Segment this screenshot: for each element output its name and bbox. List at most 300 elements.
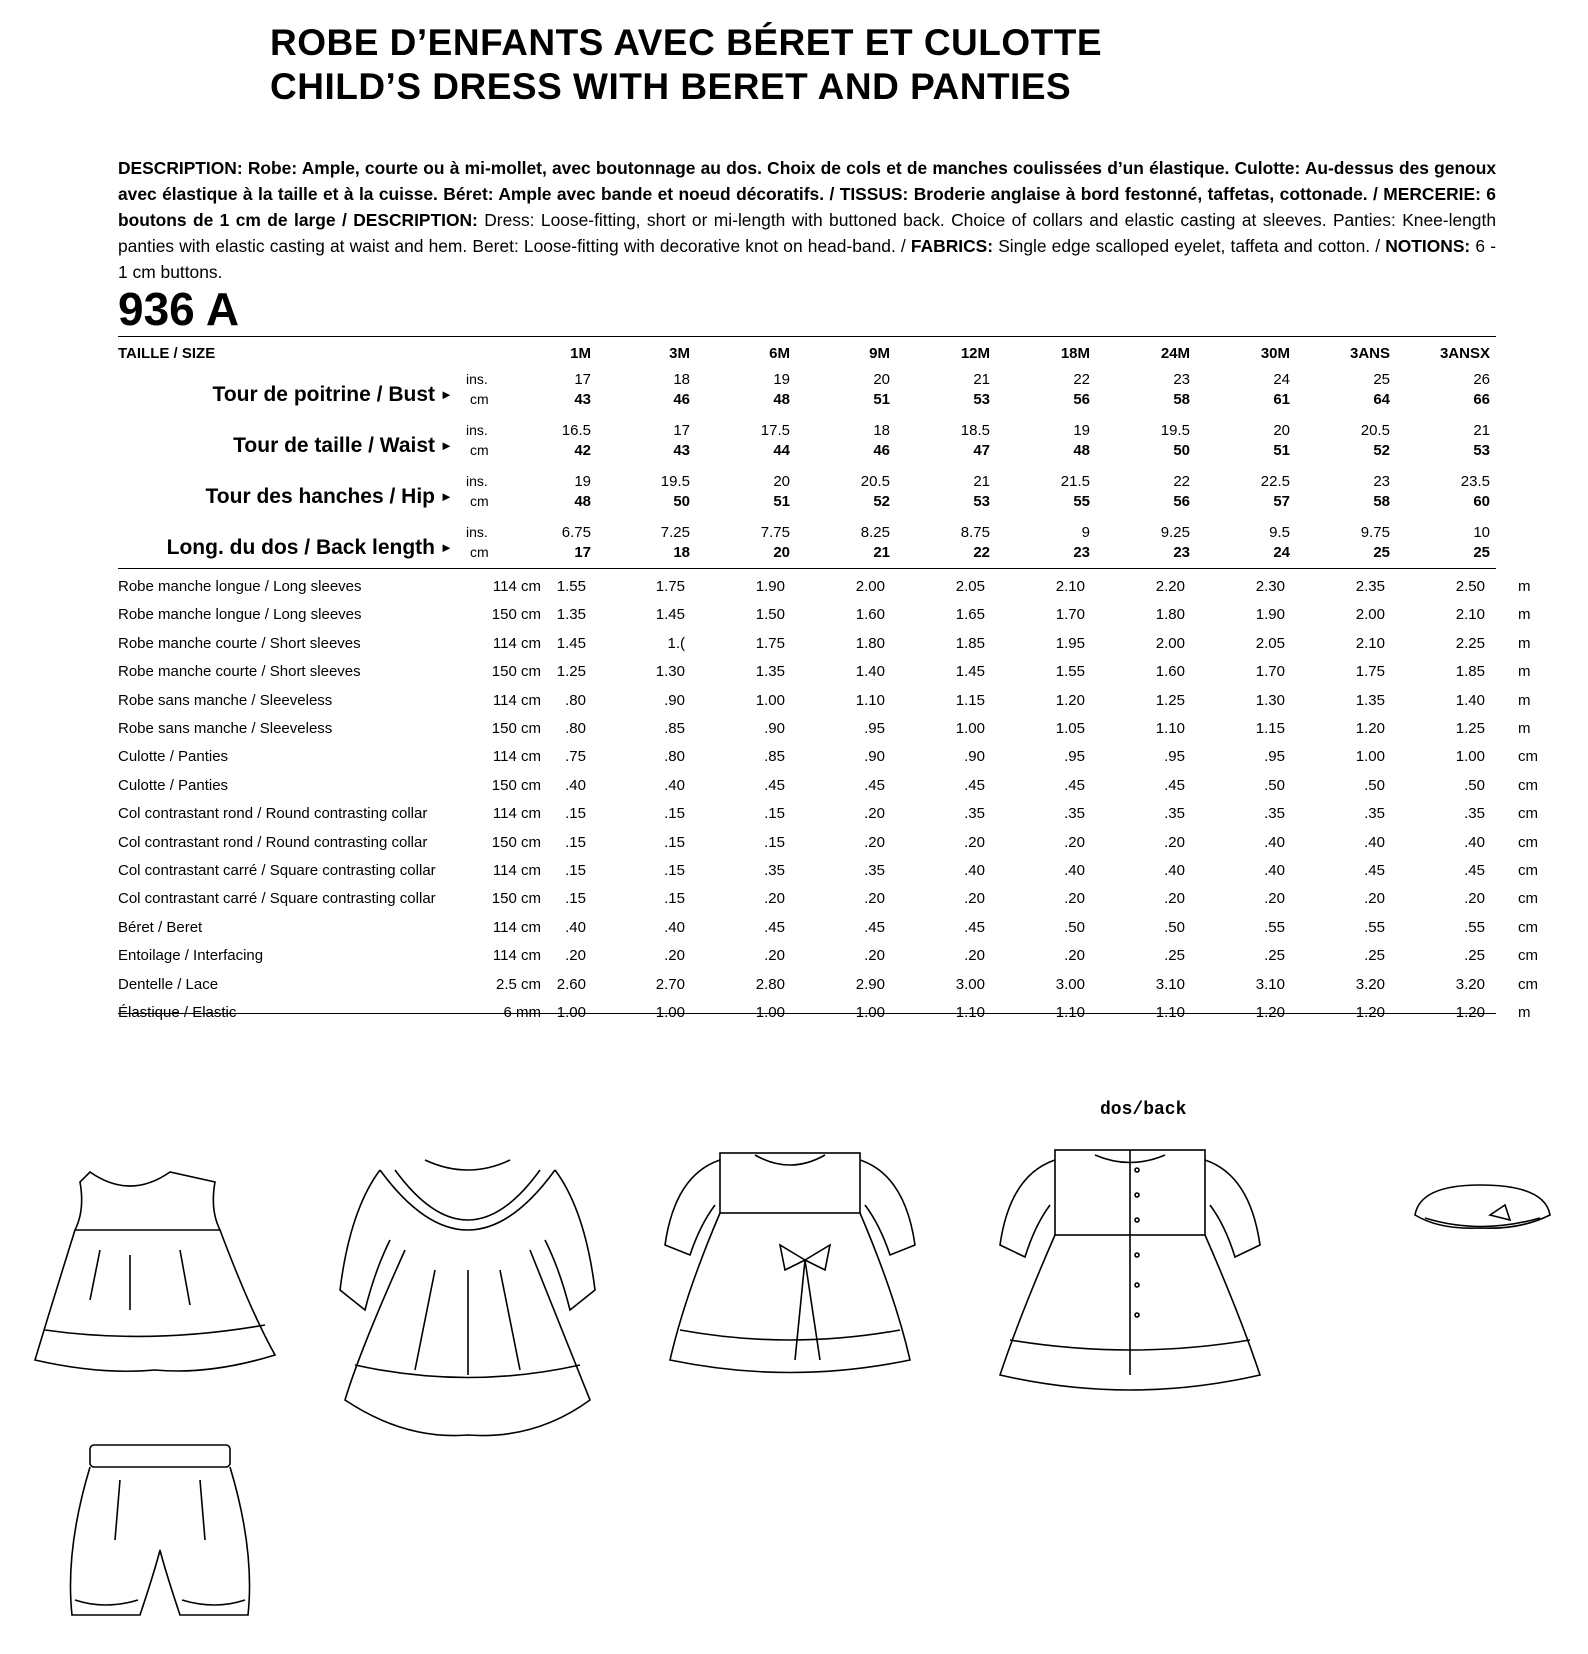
yardage-unit: cm (1518, 833, 1538, 851)
yardage-label: Béret / Beret (118, 918, 203, 936)
unit-label: cm (470, 442, 489, 458)
yardage-value: .20 (1364, 890, 1385, 908)
yardage-value: .15 (764, 805, 785, 823)
measurement-value: 66 (1473, 391, 1490, 408)
yardage-value: .15 (764, 833, 785, 851)
measurement-value: 19.5 (1160, 422, 1190, 439)
measurement-value: 48 (574, 493, 591, 510)
measurement-value: 22 (1073, 371, 1090, 388)
yardage-value: 3.10 (1255, 975, 1285, 993)
size-column-header: 30M (1260, 345, 1290, 362)
measurement-value: 64 (1373, 391, 1390, 408)
square-collar-dress-illustration (655, 1145, 925, 1385)
yardage-value: 1.45 (955, 663, 985, 681)
yardage-value: .20 (1264, 890, 1285, 908)
yardage-value: .90 (664, 691, 685, 709)
yardage-value: .35 (1064, 805, 1085, 823)
measurement-value: 17.5 (760, 422, 790, 439)
size-column-header: 3ANS (1349, 345, 1390, 362)
measurement-value: 18 (673, 371, 690, 388)
yardage-unit: m (1518, 720, 1531, 737)
measurement-value: 20 (873, 371, 890, 388)
unit-label: cm (470, 544, 489, 560)
measurement-value: 18 (673, 544, 690, 561)
yardage-value: 2.60 (556, 975, 586, 993)
measurement-value: 26 (1473, 371, 1490, 388)
measurement-value: 16.5 (561, 422, 591, 439)
size-column-header: 1M (570, 345, 591, 362)
description (118, 155, 1496, 285)
round-collar-dress-illustration (335, 1150, 600, 1440)
yardage-value: .20 (1064, 947, 1085, 965)
yardage-value: .95 (864, 720, 885, 737)
measurement-value: 23 (1073, 544, 1090, 561)
desc-key: NOTIONS: (1385, 236, 1471, 256)
yardage-value: .20 (864, 890, 885, 908)
measurement-value: 25 (1373, 371, 1390, 388)
yardage-value: 1.05 (1055, 720, 1085, 737)
fabric-width: 150 cm (491, 606, 541, 624)
title-english: CHILD’S DRESS WITH BERET AND PANTIES (270, 66, 1072, 107)
yardage-value: 1.20 (1055, 691, 1085, 709)
unit-label: cm (470, 391, 489, 407)
yardage-unit: cm (1518, 890, 1538, 908)
measurement-value: 21 (973, 473, 990, 490)
measurement-value: 58 (1173, 391, 1190, 408)
yardage-value: .25 (1464, 947, 1485, 965)
yardage-unit: m (1518, 634, 1531, 652)
size-column-header: 6M (769, 345, 790, 362)
measurement-value: 19 (574, 473, 591, 490)
measurement-value: 55 (1073, 493, 1090, 510)
measurement-value: 9.75 (1360, 524, 1390, 541)
yardage-value: 1.70 (1255, 663, 1285, 681)
yardage-value: 1.00 (755, 1004, 785, 1021)
fabric-width: 114 cm (492, 578, 541, 595)
measurement-value: 20.5 (1360, 422, 1390, 439)
measurement-label: Long. du dos / Back length (166, 536, 435, 559)
measurement-value: 17 (673, 422, 690, 439)
yardage-value: 1.( (667, 634, 685, 652)
yardage-label: Robe manche courte / Short sleeves (118, 663, 361, 681)
fabric-width: 150 cm (491, 833, 541, 851)
measurement-value: 21.5 (1060, 473, 1090, 490)
yardage-value: 2.05 (1255, 634, 1285, 652)
yardage-value: .35 (864, 862, 885, 879)
yardage-value: .50 (1164, 918, 1185, 936)
measurement-value: 44 (773, 442, 790, 459)
desc-text: Broderie anglaise à bord festonné, taffetas, cottonade. / (908, 184, 1384, 204)
yardage-value: .45 (1464, 862, 1485, 879)
measurement-value: 20.5 (860, 473, 890, 490)
yardage-value: 1.65 (955, 606, 985, 624)
yardage-value: 1.30 (1255, 691, 1285, 709)
yardage-value: .40 (1064, 862, 1085, 879)
measurement-value: 19 (1073, 422, 1090, 439)
measurement-value: 48 (773, 391, 790, 408)
yardage-value: .85 (664, 720, 685, 737)
yardage-unit: cm (1518, 748, 1538, 766)
pattern-number: 936 A (118, 283, 240, 335)
fabric-width: 150 cm (491, 720, 541, 737)
yardage-value: .45 (1164, 776, 1185, 794)
yardage-value: 1.40 (855, 663, 885, 681)
measurement-value: 51 (1273, 442, 1290, 459)
yardage-value: 2.10 (1355, 634, 1385, 652)
yardage-value: .50 (1264, 776, 1285, 794)
yardage-value: 3.20 (1455, 975, 1485, 993)
yardage-value: 1.60 (1155, 663, 1185, 681)
yardage-value: 2.80 (755, 975, 785, 993)
table-bottom-rule (118, 1013, 1496, 1014)
yardage-label: Robe manche longue / Long sleeves (118, 606, 362, 624)
unit-label: ins. (466, 473, 488, 489)
size-header: TAILLE / SIZE (118, 345, 216, 362)
yardage-value: 2.70 (655, 975, 685, 993)
measurement-value: 22.5 (1260, 473, 1290, 490)
yardage-value: .80 (565, 691, 586, 709)
measurement-value: 20 (1273, 422, 1290, 439)
measurement-value: 21 (973, 371, 990, 388)
yardage-unit: cm (1518, 776, 1538, 794)
yardage-value: .55 (1464, 918, 1485, 936)
yardage-value: .50 (1464, 776, 1485, 794)
measurement-value: 56 (1073, 391, 1090, 408)
yardage-value: 2.10 (1055, 578, 1085, 595)
yardage-value: 1.35 (755, 663, 785, 681)
measurement-value: 23 (1373, 473, 1390, 490)
yardage-value: .20 (664, 947, 685, 965)
measurement-value: 46 (873, 442, 890, 459)
measurement-label: Tour de poitrine / Bust (212, 383, 435, 406)
desc-text: 6 - 1 cm buttons. (118, 236, 1496, 282)
yardage-value: 3.00 (1055, 975, 1085, 993)
yardage-value: .20 (1464, 890, 1485, 908)
yardage-value: .15 (664, 833, 685, 851)
measurement-value: 23 (1173, 544, 1190, 561)
yardage-label: Col contrastant rond / Round contrasting collar (118, 833, 428, 851)
yardage-value: 1.00 (755, 691, 785, 709)
yardage-unit: m (1518, 606, 1531, 624)
measurement-value: 56 (1173, 493, 1190, 510)
yardage-value: 1.10 (855, 691, 885, 709)
measurement-value: 53 (973, 493, 990, 510)
yardage-value: .45 (764, 918, 785, 936)
yardage-label: Dentelle / Lace (118, 975, 219, 993)
measurement-value: 52 (873, 493, 890, 510)
yardage-value: 2.25 (1455, 634, 1485, 652)
fabric-width: 114 cm (492, 862, 541, 879)
yardage-value: 1.00 (655, 1004, 685, 1021)
measurement-value: 8.25 (860, 524, 890, 541)
size-column-header: 18M (1060, 345, 1090, 362)
yardage-value: 1.90 (755, 578, 785, 595)
measurement-value: 20 (773, 544, 790, 561)
yardage-value: .20 (964, 890, 985, 908)
yardage-label: Col contrastant carré / Square contrasting collar (118, 890, 436, 908)
yardage-value: .25 (1264, 947, 1285, 965)
size-column-header: 24M (1160, 345, 1190, 362)
fabric-width: 6 mm (503, 1004, 541, 1021)
yardage-value: .15 (565, 890, 586, 908)
yardage-value: .90 (964, 748, 985, 766)
yardage-value: 1.15 (955, 691, 985, 709)
yardage-label: Culotte / Panties (118, 776, 229, 794)
yardage-label: Col contrastant carré / Square contrasting collar (118, 862, 436, 879)
yardage-value: .20 (764, 947, 785, 965)
measurement-value: 17 (574, 544, 591, 561)
yardage-value: .45 (864, 918, 885, 936)
measurement-value: 58 (1373, 493, 1390, 510)
yardage-value: .40 (1264, 833, 1285, 851)
yardage-value: .85 (764, 748, 785, 766)
yardage-unit: m (1518, 663, 1531, 681)
yardage-value: .35 (764, 862, 785, 879)
unit-label: ins. (466, 371, 488, 387)
yardage-value: .45 (764, 776, 785, 794)
measurement-value: 60 (1473, 493, 1490, 510)
unit-label: ins. (466, 524, 488, 540)
yardage-value: .15 (565, 862, 586, 879)
measurement-value: 10 (1473, 524, 1490, 541)
yardage-value: 1.45 (655, 606, 685, 624)
yardage-value: .55 (1364, 918, 1385, 936)
yardage-value: 1.20 (1355, 1004, 1385, 1021)
yardage-value: 3.00 (955, 975, 985, 993)
yardage-value: .35 (1364, 805, 1385, 823)
yardage-value: .45 (964, 918, 985, 936)
unit-label: cm (470, 493, 489, 509)
fabric-width: 2.5 cm (495, 975, 541, 993)
measurement-label: Tour des hanches / Hip (205, 485, 435, 508)
yardage-unit: cm (1518, 918, 1538, 936)
fabric-width: 114 cm (492, 805, 541, 823)
fabric-width: 114 cm (492, 918, 541, 936)
desc-key: FABRICS: (910, 236, 994, 256)
size-column-header: 3ANSX (1439, 345, 1490, 362)
measurement-value: 53 (1473, 442, 1490, 459)
yardage-value: 1.45 (556, 634, 586, 652)
size-column-header: 3M (669, 345, 690, 362)
beret-illustration (1410, 1180, 1555, 1240)
table-top-rule (118, 336, 1496, 337)
yardage-value: 1.10 (1155, 1004, 1185, 1021)
arrow-icon: ► (440, 540, 453, 555)
yardage-label: Robe sans manche / Sleeveless (118, 691, 333, 709)
yardage-unit: cm (1518, 947, 1538, 965)
yardage-value: 1.40 (1455, 691, 1485, 709)
yardage-value: .40 (1164, 862, 1185, 879)
size-column-header: 12M (960, 345, 990, 362)
yardage-value: 2.00 (855, 578, 885, 595)
yardage-value: 1.25 (1455, 720, 1485, 737)
yardage-value: 1.85 (955, 634, 985, 652)
measurement-value: 21 (1473, 422, 1490, 439)
yardage-value: .35 (964, 805, 985, 823)
yardage-value: 3.10 (1155, 975, 1185, 993)
yardage-label: Col contrastant rond / Round contrasting collar (118, 805, 428, 823)
yardage-value: 1.55 (556, 578, 586, 595)
yardage-value: .90 (864, 748, 885, 766)
yardage-value: 2.50 (1455, 578, 1485, 595)
arrow-icon: ► (440, 387, 453, 402)
yardage-value: 1.75 (1355, 663, 1385, 681)
yardage-value: 1.00 (556, 1004, 586, 1021)
measurement-value: 25 (1473, 544, 1490, 561)
yardage-value: .20 (964, 833, 985, 851)
yardage-value: 1.20 (1255, 1004, 1285, 1021)
yardage-value: .80 (565, 720, 586, 737)
fabric-width: 114 cm (492, 691, 541, 709)
fabric-width: 150 cm (491, 776, 541, 794)
fabric-width: 114 cm (492, 748, 541, 766)
desc-key: DESCRIPTION: (353, 210, 478, 230)
yardage-value: .75 (565, 748, 586, 766)
yardage-value: 1.60 (855, 606, 885, 624)
desc-text: Dress: Loose-fitting, short or mi-length with buttoned back. Choice of collars and elastic casting at sleeves. Panties: Knee-length panties with elastic casting at waist and hem. Beret: Loose-fitting with decorative knot on head-band. / (118, 210, 1496, 256)
yardage-label: Culotte / Panties (118, 748, 229, 766)
yardage-value: .25 (1364, 947, 1385, 965)
yardage-value: .15 (664, 805, 685, 823)
yardage-value: .40 (565, 776, 586, 794)
yardage-value: .20 (864, 947, 885, 965)
measurement-value: 18.5 (960, 422, 990, 439)
yardage-value: 3.20 (1355, 975, 1385, 993)
yardage-value: 1.80 (855, 634, 885, 652)
measurement-value: 50 (1173, 442, 1190, 459)
title-french: ROBE D’ENFANTS AVEC BÉRET ET CULOTTE (270, 22, 1103, 63)
yardage-value: .15 (565, 805, 586, 823)
arrow-icon: ► (440, 438, 453, 453)
measurement-value: 48 (1073, 442, 1090, 459)
yardage-value: .50 (1364, 776, 1385, 794)
yardage-value: 1.00 (955, 720, 985, 737)
desc-text: Robe: Ample, courte ou à mi-mollet, avec boutonnage au dos. Choix de cols et de manches coulissées d’un élastique. Culotte: Au-dessus des genoux avec élastique à la taille et à la cuisse. Béret: Ample avec bande et noeud décoratifs. / (118, 158, 1496, 204)
yardage-value: 1.15 (1255, 720, 1285, 737)
yardage-value: 1.50 (755, 606, 785, 624)
yardage-value: .40 (565, 918, 586, 936)
size-column-header: 9M (869, 345, 890, 362)
sleeveless-dress-illustration (30, 1160, 280, 1380)
yardage-value: 1.55 (1055, 663, 1085, 681)
measurement-value: 21 (873, 544, 890, 561)
yardage-value: 1.25 (1155, 691, 1185, 709)
measurement-value: 22 (973, 544, 990, 561)
unit-label: ins. (466, 422, 488, 438)
desc-key: MERCERIE: (1383, 184, 1481, 204)
dress-back-view-illustration (985, 1145, 1275, 1405)
fabric-width: 114 cm (492, 634, 541, 652)
desc-text: 6 boutons de 1 cm de large / (118, 184, 1496, 230)
measurement-value: 43 (673, 442, 690, 459)
yardage-value: .40 (664, 776, 685, 794)
measurement-value: 57 (1273, 493, 1290, 510)
yardage-value: 2.00 (1355, 606, 1385, 624)
fabric-width: 114 cm (492, 947, 541, 965)
measurement-value: 61 (1273, 391, 1290, 408)
yardage-value: .45 (964, 776, 985, 794)
yardage-unit: m (1518, 1004, 1531, 1021)
yardage-value: .35 (1464, 805, 1485, 823)
yardage-value: .45 (864, 776, 885, 794)
yardage-value: .15 (664, 890, 685, 908)
yardage-label: Élastique / Elastic (118, 1004, 237, 1021)
yardage-value: 1.20 (1455, 1004, 1485, 1021)
measurement-value: 19 (773, 371, 790, 388)
yardage-value: 1.00 (855, 1004, 885, 1021)
yardage-value: .95 (1264, 748, 1285, 766)
yardage-value: 2.20 (1155, 578, 1185, 595)
yardage-value: 1.85 (1455, 663, 1485, 681)
yardage-value: .40 (1364, 833, 1385, 851)
yardage-value: .20 (964, 947, 985, 965)
measurement-value: 8.75 (960, 524, 990, 541)
yardage-unit: cm (1518, 862, 1538, 879)
measurement-value: 9.25 (1160, 524, 1190, 541)
measurement-value: 17 (574, 371, 591, 388)
yardage-value: 2.10 (1455, 606, 1485, 624)
yardage-value: 1.20 (1355, 720, 1385, 737)
yardage-value: .45 (1364, 862, 1385, 879)
measurement-value: 23.5 (1460, 473, 1490, 490)
yardage-value: 1.00 (1355, 748, 1385, 766)
measurement-value: 7.75 (760, 524, 790, 541)
yardage-label: Robe manche longue / Long sleeves (118, 578, 362, 595)
yardage-value: .20 (864, 833, 885, 851)
desc-key: TISSUS: (839, 184, 909, 204)
yardage-value: .40 (1264, 862, 1285, 879)
fabric-width: 150 cm (491, 890, 541, 908)
yardage-value: .45 (1064, 776, 1085, 794)
yardage-value: .95 (1164, 748, 1185, 766)
yardage-value: 1.10 (955, 1004, 985, 1021)
yardage-value: .20 (764, 890, 785, 908)
yardage-value: .20 (1064, 833, 1085, 851)
yardage-value: 2.00 (1155, 634, 1185, 652)
measurement-value: 9 (1081, 524, 1090, 541)
measurement-value: 9.5 (1269, 524, 1290, 541)
measurement-value: 19.5 (660, 473, 690, 490)
measurement-value: 7.25 (660, 524, 690, 541)
yardage-value: 1.25 (556, 663, 586, 681)
yardage-value: 1.75 (755, 634, 785, 652)
measurement-value: 24 (1273, 371, 1290, 388)
yardage-value: 2.30 (1255, 578, 1285, 595)
measurement-value: 51 (873, 391, 890, 408)
measurement-value: 24 (1273, 544, 1290, 561)
measurements-rule (118, 568, 1496, 569)
yardage-value: 2.90 (855, 975, 885, 993)
measurement-value: 51 (773, 493, 790, 510)
yardage-value: .20 (1164, 890, 1185, 908)
yardage-value: .95 (1064, 748, 1085, 766)
yardage-value: 1.75 (655, 578, 685, 595)
measurement-value: 53 (973, 391, 990, 408)
yardage-value: 1.30 (655, 663, 685, 681)
measurement-value: 6.75 (561, 524, 591, 541)
measurement-value: 20 (773, 473, 790, 490)
yardage-value: 1.10 (1155, 720, 1185, 737)
yardage-value: .35 (1164, 805, 1185, 823)
yardage-label: Entoilage / Interfacing (118, 947, 264, 965)
yardage-value: 1.70 (1055, 606, 1085, 624)
yardage-value: 2.05 (955, 578, 985, 595)
yardage-value: .55 (1264, 918, 1285, 936)
yardage-label: Robe sans manche / Sleeveless (118, 720, 333, 737)
yardage-value: .20 (1064, 890, 1085, 908)
yardage-value: .15 (664, 862, 685, 879)
yardage-value: 1.95 (1055, 634, 1085, 652)
